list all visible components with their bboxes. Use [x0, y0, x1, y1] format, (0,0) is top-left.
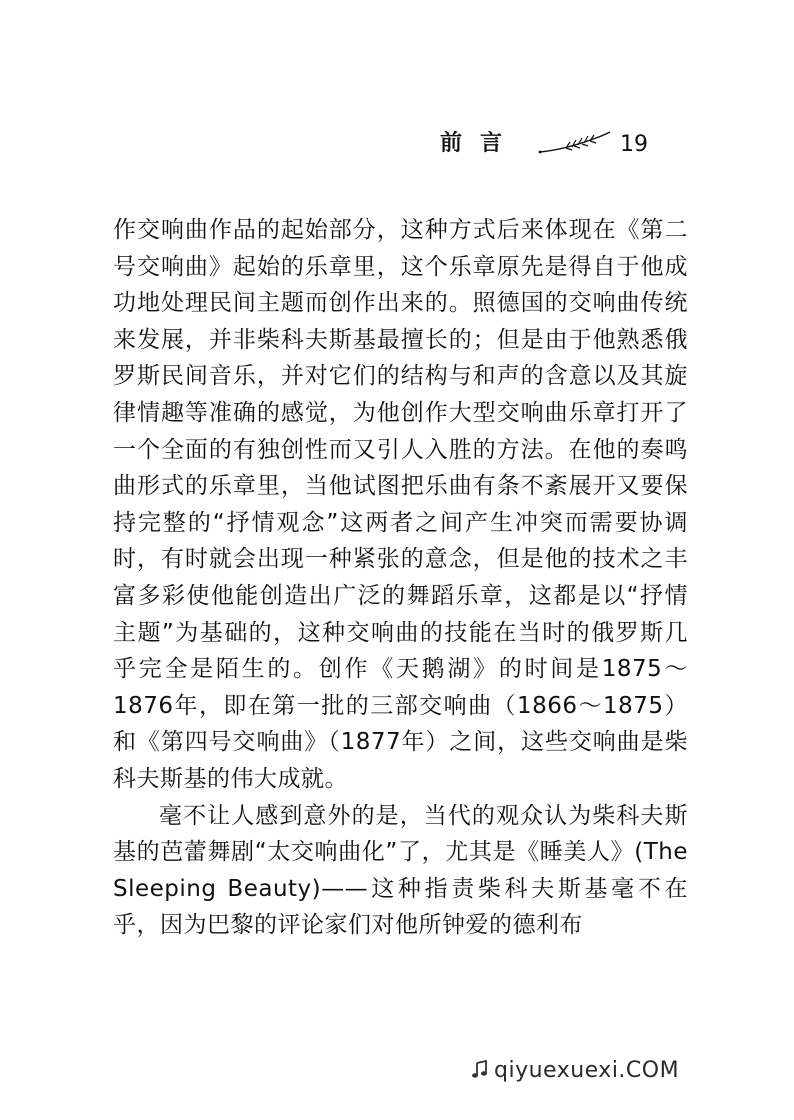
- watermark-text: qiyuexuexi.COM: [494, 1058, 680, 1083]
- paragraph-2: 毫不让人感到意外的是，当代的观众认为柴科夫斯基的芭蕾舞剧“太交响曲化”了，尤其是《睡美人》(The Sleeping Beauty)——这种指责柴科夫斯基毫不在乎，因为巴黎的评论家们对他所钟爱的德利布: [113, 802, 688, 939]
- music-note-icon: [470, 1060, 490, 1080]
- page-number: 19: [620, 132, 648, 157]
- quill-ornament-icon: [536, 130, 626, 156]
- header-title: 前言: [440, 130, 521, 156]
- site-watermark: [470, 1058, 679, 1083]
- paragraph-1: 作交响曲作品的起始部分，这种方式后来体现在《第二号交响曲》起始的乐章里，这个乐章原先是得自于他成功地处理民间主题而创作出来的。照德国的交响曲传统来发展，并非柴科夫斯基最擅长的；但是由于他熟悉俄罗斯民间音乐，并对它们的结构与和声的含意以及其旋律情趣等准确的感觉，为他创作大型交响曲乐章打开了一个全面的有独创性而又引人入胜的方法。在他的奏鸣曲形式的乐章里，当他试图把乐曲有条不紊展开又要保持完整的“抒情观念”这两者之间产生冲突而需要协调时，有时就会出现一种紧张的意念，但是他的技术之丰富多彩使他能创造出广泛的舞蹈乐章，这都是以“抒情主题”为基础的，这种交响曲的技能在当时的俄罗斯几乎完全是陌生的。创作《天鹅湖》的时间是1875～1876年，即在第一批的三部交响曲（1866～1875）和《第四号交响曲》（1877年）之间，这些交响曲是柴科夫斯基的伟大成就。: [113, 217, 688, 792]
- body-text: [113, 212, 688, 944]
- running-header: [440, 128, 660, 164]
